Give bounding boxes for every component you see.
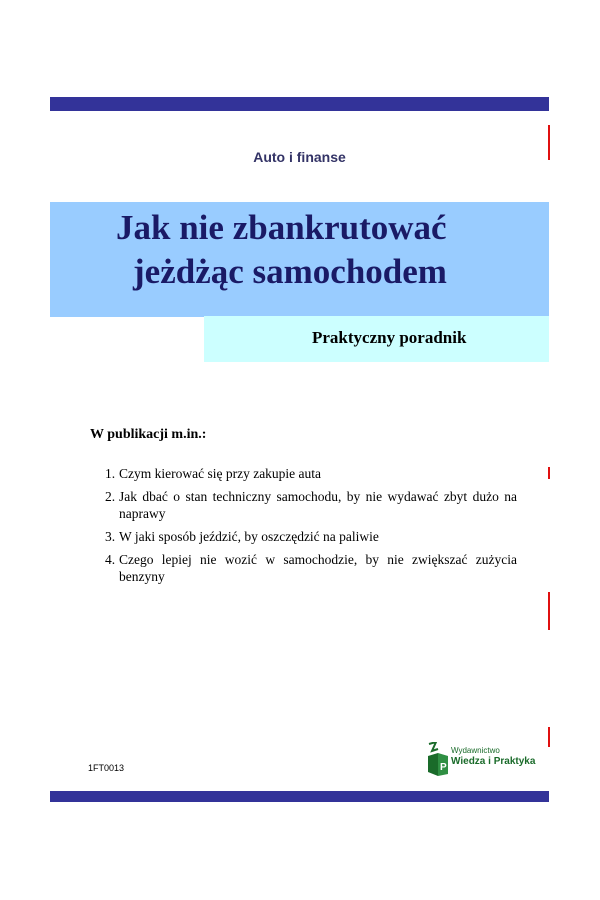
- bottom-frame-bar: [50, 791, 549, 802]
- edge-mark: [548, 592, 550, 630]
- item-text: Jak dbać o stan techniczny samochodu, by nie wydawać zbyt dużo na naprawy: [119, 489, 517, 521]
- list-item: [105, 551, 517, 585]
- list-item: [105, 488, 517, 522]
- item-number: 1.: [105, 466, 116, 481]
- item-number: 4.: [105, 552, 116, 567]
- intro-heading: W publikacji m.in.:: [90, 427, 207, 442]
- item-text: W jaki sposób jeździć, by oszczędzić na paliwie: [119, 529, 379, 544]
- item-text: Czym kierować się przy zakupie auta: [119, 466, 322, 481]
- svg-text:P: P: [440, 762, 447, 773]
- book-logo-icon: [426, 742, 450, 778]
- top-frame-bar: [50, 97, 549, 111]
- title-line-1: Jak nie zbankrutować: [116, 208, 447, 247]
- publisher-logo: [426, 742, 536, 782]
- item-number: 2.: [105, 489, 116, 504]
- item-text: Czego lepiej nie wozić w samochodzie, by nie zwiększać zużycia benzyny: [119, 552, 517, 584]
- topics-list: [105, 465, 517, 591]
- publisher-name: [451, 745, 535, 767]
- edge-mark: [548, 727, 550, 747]
- edge-mark: [548, 467, 550, 479]
- list-item: [105, 528, 517, 545]
- publisher-line-1: Wydawnictwo: [451, 746, 500, 755]
- cover-page: [50, 97, 549, 802]
- product-code: 1FT0013: [88, 763, 125, 773]
- item-number: 3.: [105, 529, 116, 544]
- title-line-2: jeżdżąc samochodem: [133, 252, 447, 291]
- subtitle: Praktyczny poradnik: [312, 328, 467, 347]
- publisher-line-2: Wiedza i Praktyka: [451, 756, 536, 767]
- category-label: Auto i finanse: [253, 149, 346, 165]
- list-item: [105, 465, 517, 482]
